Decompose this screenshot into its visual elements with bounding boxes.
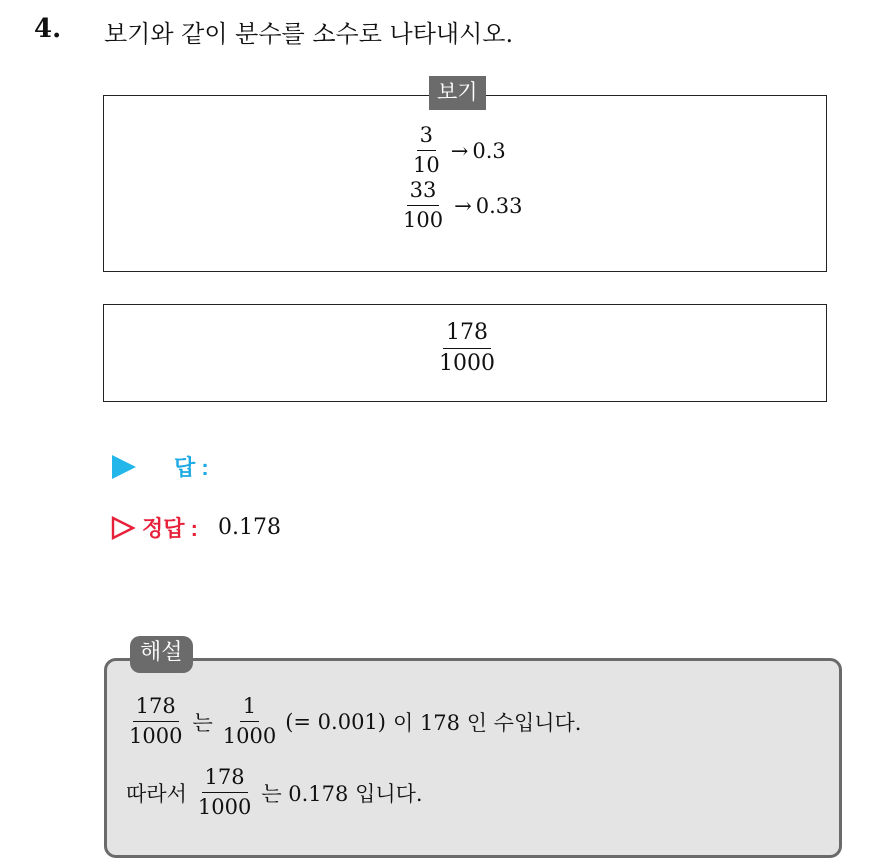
answer-input[interactable] bbox=[221, 454, 341, 480]
example-row-1 bbox=[410, 125, 506, 176]
fraction-numerator: 1 bbox=[240, 696, 259, 722]
outline-triangle-icon bbox=[110, 515, 136, 541]
example-row-2 bbox=[400, 180, 522, 231]
fraction-denominator: 1000 bbox=[197, 795, 252, 819]
example-fraction-2 bbox=[400, 180, 446, 231]
solution-text: (= 0.001) bbox=[285, 709, 386, 734]
correct-answer-value: 0.178 bbox=[217, 515, 281, 540]
example-result-2: 0.33 bbox=[475, 193, 523, 218]
fraction-numerator: 178 bbox=[443, 322, 491, 349]
solution-line-1 bbox=[126, 696, 588, 747]
fraction-numerator: 3 bbox=[417, 125, 436, 151]
correct-answer-label: 정답 : bbox=[142, 516, 198, 541]
answer-row bbox=[112, 451, 341, 482]
fraction-denominator: 1000 bbox=[222, 724, 277, 748]
solution-fraction bbox=[126, 696, 185, 747]
example-fraction-1 bbox=[410, 125, 443, 176]
solution-box bbox=[104, 658, 842, 858]
problem-fraction bbox=[436, 322, 498, 375]
solution-text: 는 bbox=[192, 710, 213, 735]
example-tab: 보기 bbox=[429, 76, 486, 110]
fraction-denominator: 10 bbox=[413, 153, 440, 177]
solution-line-2 bbox=[126, 767, 430, 818]
solution-fraction bbox=[220, 696, 279, 747]
answer-label: 답 : bbox=[174, 455, 209, 480]
question-text: 보기와 같이 분수를 소수로 나타내시오. bbox=[104, 20, 514, 48]
fraction-denominator: 1000 bbox=[439, 351, 495, 376]
solution-text: 이 178 인 수입니다. bbox=[392, 710, 582, 735]
fraction-numerator: 33 bbox=[407, 180, 440, 206]
fraction-numerator: 178 bbox=[202, 767, 248, 793]
right-arrow-icon: → bbox=[454, 193, 472, 218]
solution-fraction bbox=[195, 767, 254, 818]
question-number: 4. bbox=[34, 14, 62, 44]
solution-text: 따라서 bbox=[126, 781, 187, 806]
solution-tab: 해설 bbox=[130, 636, 193, 673]
correct-answer-row bbox=[110, 512, 281, 543]
example-result-1: 0.3 bbox=[472, 138, 506, 163]
right-arrow-icon: → bbox=[450, 138, 469, 163]
fraction-denominator: 100 bbox=[403, 208, 444, 232]
solution-text: 는 0.178 입니다. bbox=[261, 781, 423, 806]
fraction-numerator: 178 bbox=[133, 696, 179, 722]
play-triangle-icon bbox=[112, 455, 136, 479]
fraction-denominator: 1000 bbox=[129, 724, 183, 748]
